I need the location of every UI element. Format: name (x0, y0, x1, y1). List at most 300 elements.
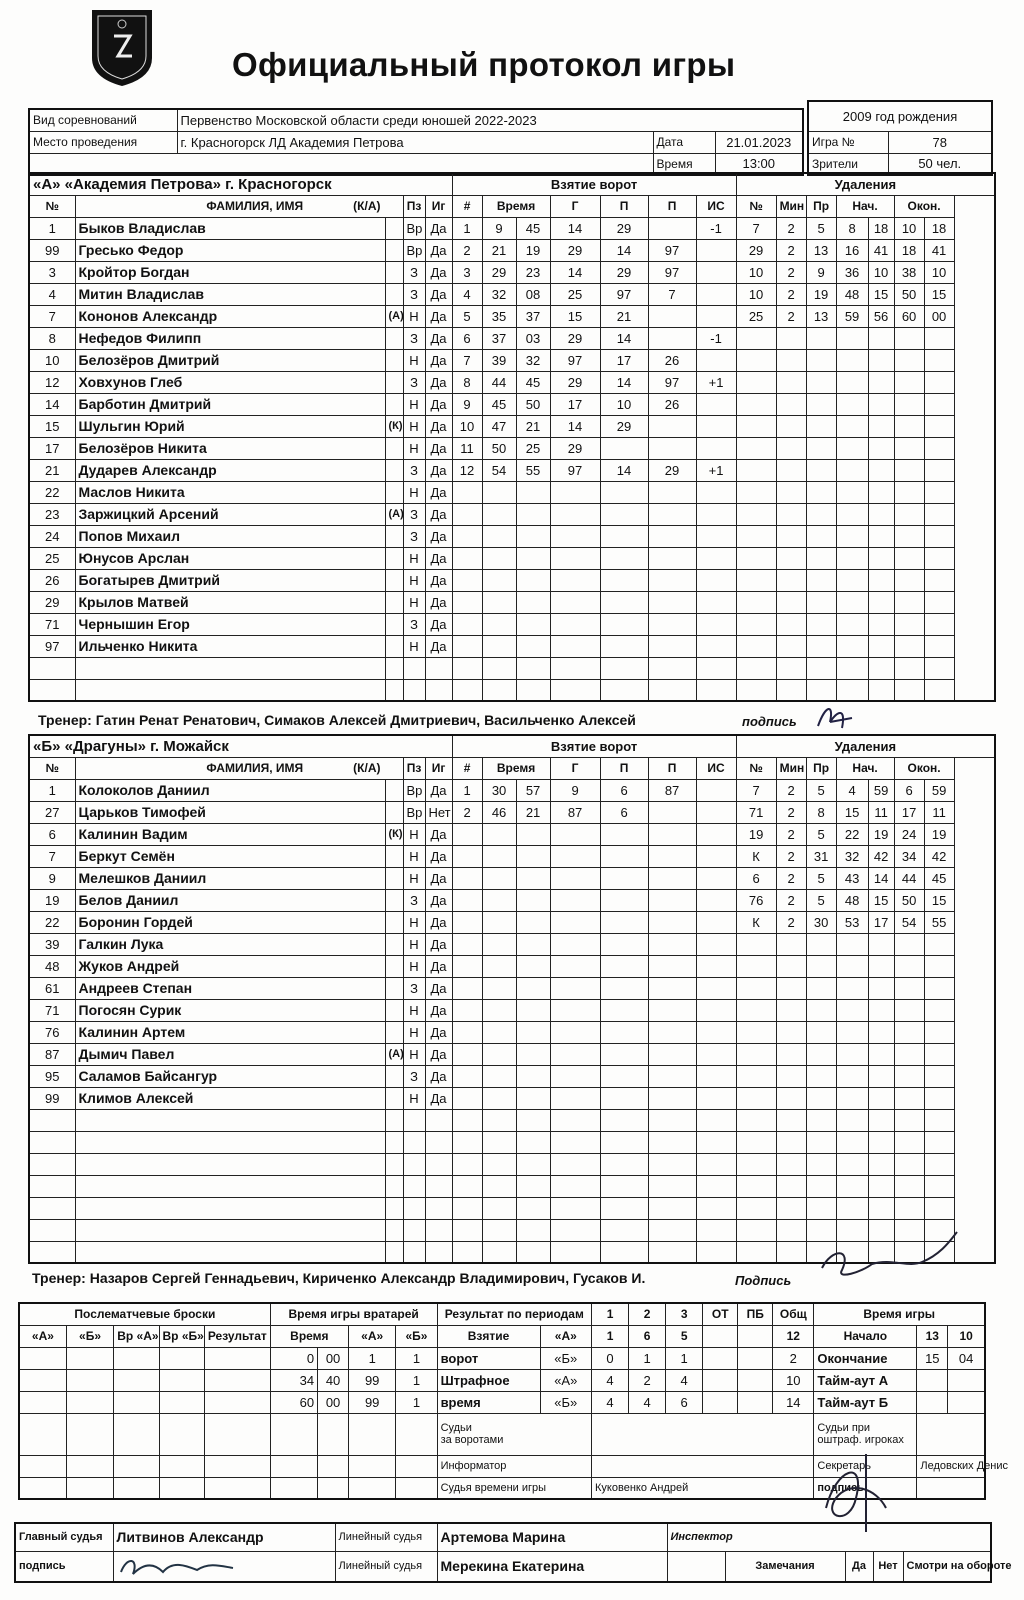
goal-assist1: 21 (600, 305, 648, 327)
player-played: Да (425, 371, 452, 393)
penalty-end-sec: 18 (924, 217, 954, 239)
player-captain-mark (385, 845, 403, 867)
goal-number (452, 1021, 482, 1043)
penalty-end-sec: 15 (924, 283, 954, 305)
shootout-cell (19, 1391, 66, 1413)
goal-assist2 (648, 635, 696, 657)
penalty-code: 8 (806, 801, 836, 823)
penalty-end-sec (924, 481, 954, 503)
player-played: Да (425, 977, 452, 999)
goal-minute (482, 933, 516, 955)
penalty-start-min (836, 635, 868, 657)
player-name: Андреев Степан (75, 977, 385, 999)
goal-assist1 (600, 911, 648, 933)
goal-minute (482, 679, 516, 701)
goal-assist1 (600, 845, 648, 867)
player-name (75, 1219, 385, 1241)
goal-assist2 (648, 1021, 696, 1043)
penalty-end-min (894, 933, 924, 955)
player-number (29, 657, 75, 679)
penalty-end-sec: 19 (924, 823, 954, 845)
penalties-header: Удаления (736, 735, 995, 757)
player-played: Да (425, 933, 452, 955)
goal-scorer (550, 591, 600, 613)
col-goal-g: Г (550, 195, 600, 217)
penalty-code (806, 327, 836, 349)
goal-assist1 (600, 635, 648, 657)
period-col-4: ПБ (738, 1303, 773, 1325)
penalty-code (806, 657, 836, 679)
goal-scorer (550, 1175, 600, 1197)
player-position: Н (403, 481, 425, 503)
penalty-start-min: 48 (836, 889, 868, 911)
penalty-start-sec: 42 (868, 845, 894, 867)
goal-assist1: 6 (600, 779, 648, 801)
penalty-end-min: 50 (894, 889, 924, 911)
player-played: Да (425, 779, 452, 801)
goal-strength (696, 823, 736, 845)
gk-a: 99 (349, 1391, 396, 1413)
goal-assist2 (648, 1087, 696, 1109)
goal-assist1 (600, 955, 648, 977)
player-name (75, 679, 385, 701)
goal-assist1 (600, 679, 648, 701)
penalty-minutes (776, 1197, 806, 1219)
start-label: Начало (814, 1325, 917, 1347)
player-position: З (403, 613, 425, 635)
goal-second: 57 (516, 779, 550, 801)
goal-assist2 (648, 889, 696, 911)
goal-strength (696, 1065, 736, 1087)
player-number: 17 (29, 437, 75, 459)
pen-a-3 (703, 1369, 738, 1391)
goal-assist1: 14 (600, 239, 648, 261)
player-position: Н (403, 415, 425, 437)
penalty-start-min (836, 955, 868, 977)
goal-scorer (550, 481, 600, 503)
team-a-coach: Тренер: Гатин Ренат Ренатович, Симаков Алексей Дмитриевич, Васильченко Алексей (38, 712, 636, 728)
goal-second (516, 911, 550, 933)
player-name: Юнусов Арслан (75, 547, 385, 569)
player-played (425, 1197, 452, 1219)
shootout-cell (66, 1413, 113, 1455)
player-number (29, 1109, 75, 1131)
player-number: 22 (29, 911, 75, 933)
player-name: Галкин Лука (75, 933, 385, 955)
goal-second: 21 (516, 801, 550, 823)
penalty-end-sec (924, 999, 954, 1021)
penalty-player: 76 (736, 889, 776, 911)
goal-minute (482, 481, 516, 503)
player-played (425, 1175, 452, 1197)
goal-scorer: 15 (550, 305, 600, 327)
penalty-code (806, 679, 836, 701)
penalty-start-sec: 56 (868, 305, 894, 327)
penalty-start-min (836, 547, 868, 569)
player-position: Н (403, 933, 425, 955)
goal-number: 2 (452, 239, 482, 261)
goal-second (516, 591, 550, 613)
goal-assist2 (648, 525, 696, 547)
pen-b-2: 6 (666, 1391, 703, 1413)
penalty-start-sec: 41 (868, 239, 894, 261)
penalty-start-sec (868, 1175, 894, 1197)
goal-scorer (550, 569, 600, 591)
goal-second (516, 613, 550, 635)
gk-min: 34 (270, 1369, 317, 1391)
player-played (425, 657, 452, 679)
penalty-end-sec (924, 1065, 954, 1087)
player-name: Быков Владислав (75, 217, 385, 239)
goal-second (516, 999, 550, 1021)
player-name: Гресько Федор (75, 239, 385, 261)
player-played: Да (425, 635, 452, 657)
goal-assist1: 97 (600, 283, 648, 305)
penalty-code (806, 349, 836, 371)
penalty-start-min (836, 1109, 868, 1131)
penalty-end-min: 34 (894, 845, 924, 867)
goal-strength: -1 (696, 327, 736, 349)
penalty-player: 71 (736, 801, 776, 823)
col-ka: (К/А) (353, 761, 381, 775)
penalty-end-min (894, 1109, 924, 1131)
penalty-end-min: 10 (894, 217, 924, 239)
goal-second (516, 1219, 550, 1241)
penalty-minutes (776, 933, 806, 955)
penalty-start-sec (868, 1065, 894, 1087)
goal-judges-value (592, 1413, 814, 1455)
col-pen-end: Окон. (894, 195, 954, 217)
penalty-code: 5 (806, 889, 836, 911)
penalty-minutes: 2 (776, 889, 806, 911)
penalty-code (806, 371, 836, 393)
penalty-player (736, 657, 776, 679)
goal-strength (696, 1175, 736, 1197)
penalty-start-sec (868, 569, 894, 591)
chief-signature (117, 1552, 237, 1578)
goal-assist2 (648, 437, 696, 459)
goal-second (516, 657, 550, 679)
player-captain-mark (385, 779, 403, 801)
goal-assist1 (600, 1175, 648, 1197)
penalty-start-min (836, 933, 868, 955)
penalty-player: К (736, 845, 776, 867)
player-name: Климов Алексей (75, 1087, 385, 1109)
penalty-end-sec (924, 437, 954, 459)
blank (159, 1477, 204, 1499)
blank (318, 1477, 349, 1499)
gk-time-header: Время игры вратарей (270, 1303, 437, 1325)
player-number (29, 1153, 75, 1175)
penalty-start-min (836, 415, 868, 437)
player-played: Да (425, 349, 452, 371)
game-no: 78 (888, 131, 992, 153)
penalty-end-min (894, 1153, 924, 1175)
penalty-minutes (776, 547, 806, 569)
goal-minute (482, 955, 516, 977)
penalty-end-sec (924, 547, 954, 569)
gk-col-time: Время (270, 1325, 348, 1347)
pen-judges-label2: оштраф. игроках (817, 1434, 904, 1446)
col-goal-is: ИС (696, 757, 736, 779)
goal-second: 45 (516, 217, 550, 239)
goal-second (516, 503, 550, 525)
penalty-start-min: 43 (836, 867, 868, 889)
player-played: Да (425, 1065, 452, 1087)
penalty-code: 9 (806, 261, 836, 283)
player-name: Беркут Семён (75, 845, 385, 867)
player-position: З (403, 283, 425, 305)
goal-second (516, 525, 550, 547)
goal-minute: 30 (482, 779, 516, 801)
penalty-start-min (836, 459, 868, 481)
team-a-signature (812, 700, 862, 734)
goal-number (452, 845, 482, 867)
player-position: Н (403, 911, 425, 933)
player-captain-mark (385, 569, 403, 591)
penalty-start-sec (868, 1197, 894, 1219)
goal-strength (696, 591, 736, 613)
penalty-code (806, 415, 836, 437)
penalty-start-min (836, 525, 868, 547)
col-name: ФАМИЛИЯ, ИМЯ (206, 199, 304, 213)
penalty-player (736, 503, 776, 525)
goal-number (452, 657, 482, 679)
start-hour: 13 (917, 1325, 948, 1347)
penalty-end-min (894, 437, 924, 459)
goal-number: 9 (452, 393, 482, 415)
goal-second (516, 845, 550, 867)
player-number: 19 (29, 889, 75, 911)
goal-number (452, 1087, 482, 1109)
penalty-minutes (776, 1109, 806, 1131)
player-number: 1 (29, 779, 75, 801)
player-captain-mark (385, 371, 403, 393)
goal-assist2: 26 (648, 349, 696, 371)
penalty-player (736, 1021, 776, 1043)
goal-second (516, 569, 550, 591)
goal-assist2 (648, 955, 696, 977)
goal-minute: 32 (482, 283, 516, 305)
col-name-ka (75, 757, 403, 779)
penalty-minutes (776, 977, 806, 999)
penalty-start-sec (868, 933, 894, 955)
player-captain-mark (385, 1109, 403, 1131)
penalty-minutes (776, 1043, 806, 1065)
goal-minute (482, 1109, 516, 1131)
player-captain-mark (385, 977, 403, 999)
player-position (403, 1131, 425, 1153)
goal-strength (696, 437, 736, 459)
goal-number (452, 1197, 482, 1219)
penalty-end-sec (924, 1131, 954, 1153)
penalty-player (736, 613, 776, 635)
goal-minute (482, 845, 516, 867)
goal-scorer: 14 (550, 261, 600, 283)
player-number: 87 (29, 1043, 75, 1065)
goal-assist1 (600, 889, 648, 911)
penalty-start-sec (868, 591, 894, 613)
goal-assist1 (600, 1065, 648, 1087)
secretary-sign (917, 1477, 985, 1499)
time-label: Время (653, 153, 715, 175)
player-number: 29 (29, 591, 75, 613)
goal-strength (696, 889, 736, 911)
shootout-cell (114, 1413, 159, 1455)
player-played: Да (425, 911, 452, 933)
goal-assist2 (648, 977, 696, 999)
remarks-no: Нет (873, 1551, 903, 1582)
penalty-start-sec (868, 955, 894, 977)
goal-scorer (550, 679, 600, 701)
player-number (29, 679, 75, 701)
penalty-minutes (776, 591, 806, 613)
goal-minute (482, 525, 516, 547)
col-pen-end: Окон. (894, 757, 954, 779)
goal-number: 12 (452, 459, 482, 481)
goal-minute (482, 1197, 516, 1219)
penalty-player (736, 933, 776, 955)
team-b-table (28, 734, 996, 1264)
penalty-end-min (894, 415, 924, 437)
player-name: Дымич Павел (75, 1043, 385, 1065)
penalty-start-sec (868, 635, 894, 657)
penalty-start-sec: 18 (868, 217, 894, 239)
goal-second: 32 (516, 349, 550, 371)
col-pz: Пз (403, 195, 425, 217)
goal-number: 1 (452, 217, 482, 239)
timeout-a2 (948, 1369, 985, 1391)
penalty-minutes (776, 1241, 806, 1263)
player-captain-mark (385, 481, 403, 503)
penalty-start-sec: 15 (868, 889, 894, 911)
player-captain-mark (385, 393, 403, 415)
player-number: 7 (29, 845, 75, 867)
penalty-start-min (836, 1021, 868, 1043)
player-position: З (403, 977, 425, 999)
federation-logo (88, 6, 156, 88)
penalty-end-min (894, 1065, 924, 1087)
periods-header: Результат по периодам (437, 1303, 591, 1325)
player-name: Белов Даниил (75, 889, 385, 911)
player-captain-mark: (К) (385, 823, 403, 845)
player-captain-mark (385, 867, 403, 889)
player-number: 76 (29, 1021, 75, 1043)
remarks-yes: Да (845, 1551, 873, 1582)
penalty-minutes (776, 1131, 806, 1153)
goal-number (452, 635, 482, 657)
goal-scorer (550, 1241, 600, 1263)
goal-assist1 (600, 1197, 648, 1219)
goal-assist1 (600, 933, 648, 955)
player-position: З (403, 327, 425, 349)
goals-label2: ворот (437, 1347, 540, 1369)
pen-a-1: 2 (629, 1369, 666, 1391)
goal-second: 25 (516, 437, 550, 459)
shootout-cell (204, 1369, 270, 1391)
penalty-code: 5 (806, 217, 836, 239)
chief-sign-label: подпись (15, 1551, 113, 1582)
penalty-end-sec (924, 1043, 954, 1065)
end-hour: 15 (917, 1347, 948, 1369)
col-pen-pr: Пр (806, 195, 836, 217)
player-number: 25 (29, 547, 75, 569)
gk-min: 0 (270, 1347, 317, 1369)
player-position: Н (403, 1021, 425, 1043)
start-minute: 10 (948, 1325, 985, 1347)
player-played: Да (425, 217, 452, 239)
pen-b-4 (738, 1391, 773, 1413)
player-captain-mark (385, 911, 403, 933)
timeout-b2 (948, 1391, 985, 1413)
penalty-code: 13 (806, 305, 836, 327)
penalty-minutes (776, 1065, 806, 1087)
blank (159, 1455, 204, 1477)
penalty-code (806, 437, 836, 459)
goal-second (516, 1153, 550, 1175)
gk-col-b: «Б» (396, 1325, 437, 1347)
penalty-end-min (894, 547, 924, 569)
goal-scorer (550, 845, 600, 867)
shootout-cell (19, 1369, 66, 1391)
player-number: 4 (29, 283, 75, 305)
goal-scorer (550, 657, 600, 679)
penalty-code (806, 1175, 836, 1197)
player-position (403, 1241, 425, 1263)
penalty-start-min (836, 393, 868, 415)
goal-assist2 (648, 1219, 696, 1241)
goal-assist2 (648, 591, 696, 613)
goal-assist1: 14 (600, 459, 648, 481)
goal-minute (482, 1175, 516, 1197)
penalty-code (806, 1087, 836, 1109)
goals-team-b: «Б» (540, 1347, 591, 1369)
penalty-end-sec (924, 613, 954, 635)
player-captain-mark (385, 657, 403, 679)
goal-second: 08 (516, 283, 550, 305)
blank (66, 1477, 113, 1499)
penalty-code (806, 1065, 836, 1087)
player-name: Чернышин Егор (75, 613, 385, 635)
col-goal-p2: П (648, 195, 696, 217)
goal-assist2 (648, 415, 696, 437)
player-name: Колоколов Даниил (75, 779, 385, 801)
goal-judges-label2: за воротами (440, 1434, 504, 1446)
goal-assist2 (648, 1109, 696, 1131)
player-number: 14 (29, 393, 75, 415)
goals-b-0: 0 (592, 1347, 629, 1369)
goal-assist2 (648, 1175, 696, 1197)
penalty-end-min (894, 393, 924, 415)
col-goal-p2: П (648, 757, 696, 779)
place-value: г. Красногорск ЛД Академия Петрова (177, 131, 653, 153)
player-captain-mark (385, 1131, 403, 1153)
goal-scorer (550, 613, 600, 635)
goal-assist2: 97 (648, 261, 696, 283)
col-pen-no: № (736, 757, 776, 779)
goal-second (516, 1065, 550, 1087)
goal-scorer (550, 1197, 600, 1219)
goal-scorer (550, 547, 600, 569)
penalty-player: 10 (736, 283, 776, 305)
penalty-start-min: 36 (836, 261, 868, 283)
timeout-b-label: Тайм-аут Б (814, 1391, 917, 1413)
team-b-coach: Тренер: Назаров Сергей Геннадьевич, Кириченко Александр Владимирович, Гусаков И. (32, 1270, 646, 1286)
player-captain-mark (385, 1175, 403, 1197)
penalty-minutes (776, 393, 806, 415)
penalty-end-min: 24 (894, 823, 924, 845)
penalty-start-sec (868, 547, 894, 569)
